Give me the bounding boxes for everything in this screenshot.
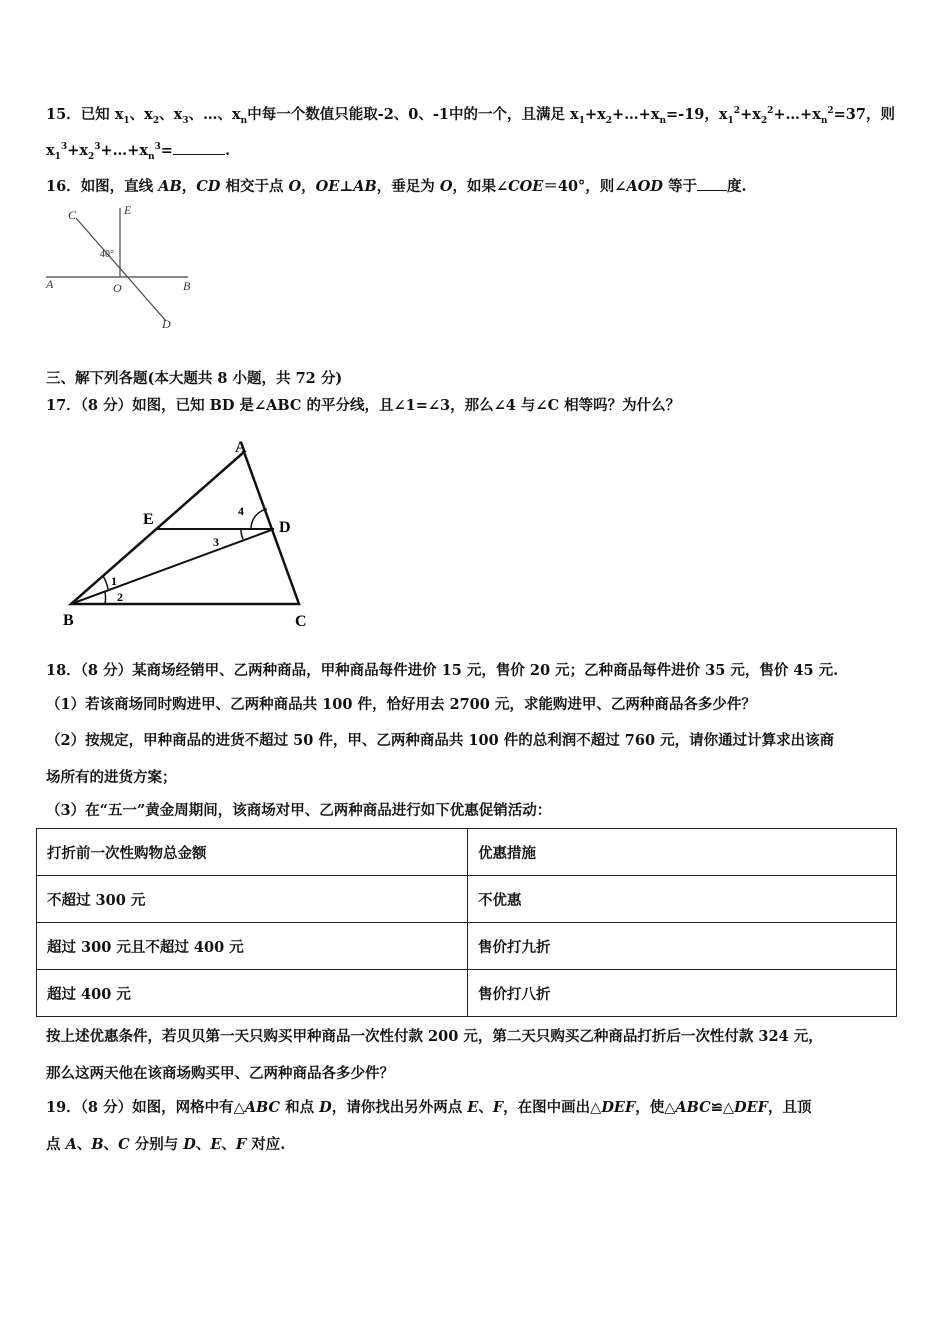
q16-text: 16．如图，直线 AB，CD 相交于点 O，OE⊥AB，垂足为 O，如果∠COE＝40°，则∠AOD 等于 度. bbox=[46, 178, 747, 195]
angle-arc-1 bbox=[103, 576, 108, 589]
q18-part1: （1）若该商场同时购进甲、乙两种商品共 100 件，恰好用去 2700 元，求能购进甲、乙两种商品各多少件？ bbox=[46, 696, 756, 713]
discount-table bbox=[36, 828, 897, 1017]
q17-text: 17．（8 分）如图，已知 BD 是∠ABC 的平分线，且∠1=∠3，那么∠4 与∠C 相等吗？为什么？ bbox=[46, 397, 681, 414]
q18-after-line2: 那么这两天他在该商场购买甲、乙两种商品各多少件？ bbox=[46, 1065, 394, 1082]
q19-line2: 点 A、B、C 分别与 D、E、F 对应. bbox=[46, 1136, 286, 1153]
table-cell: 售价打八折 bbox=[468, 970, 897, 1017]
label-d: D bbox=[162, 317, 171, 331]
table-row bbox=[37, 923, 897, 970]
label-e: E bbox=[124, 203, 132, 217]
answer-blank[interactable] bbox=[697, 178, 727, 191]
table-cell: 优惠措施 bbox=[468, 829, 897, 876]
label-e: E bbox=[143, 511, 154, 528]
label-o: O bbox=[113, 281, 122, 295]
table-cell: 不超过 300 元 bbox=[37, 876, 468, 923]
segment-bd bbox=[71, 529, 274, 604]
answer-blank[interactable] bbox=[173, 142, 225, 155]
label-d: D bbox=[279, 519, 291, 536]
line-cd bbox=[76, 218, 166, 321]
q15-line2: $x_1^3+x_2^3+\dots+x_n^3=$ . bbox=[46, 142, 230, 162]
q18-part3: （3）在“五一”黄金周期间，该商场对甲、乙两种商品进行如下优惠促销活动： bbox=[46, 802, 552, 819]
label-a: A bbox=[46, 277, 54, 291]
q18-intro: 18．（8 分）某商场经销甲、乙两种商品，甲种商品每件进价 15 元，售价 20 元；乙种商品每件进价 35 元，售价 45 元. bbox=[46, 662, 839, 679]
table-cell: 超过 400 元 bbox=[37, 970, 468, 1017]
q19-line1: 19．（8 分）如图，网格中有△ABC 和点 D，请你找出另外两点 E、F，在图中画出△DEF，使△ABC≌△DEF，且顶 bbox=[46, 1099, 812, 1116]
table-row bbox=[37, 829, 897, 876]
table-cell: 售价打九折 bbox=[468, 923, 897, 970]
label-angle-1: 1 bbox=[111, 574, 117, 588]
q17-figure bbox=[55, 435, 325, 635]
q16-figure bbox=[38, 200, 208, 335]
label-b: B bbox=[183, 279, 191, 293]
label-b: B bbox=[63, 612, 74, 629]
label-angle-2: 2 bbox=[117, 590, 123, 604]
q18-part2-line2: 场所有的进货方案； bbox=[46, 769, 177, 786]
label-c: C bbox=[68, 208, 77, 222]
q18-part2-line1: （2）按规定，甲种商品的进货不超过 50 件，甲、乙两种商品共 100 件的总利润不超过 760 元，请你通过计算求出该商 bbox=[46, 732, 835, 749]
q15-line1: 15．已知 $x_1$、$x_2$、$x_3$、…、$x_n$中每一个数值只能取-2、0、-1中的一个，且满足 $x_1+x_2+\dots+x_n=-19$，$x_1^2+x_2^2+\dots+x_n^2=37$，则 bbox=[46, 106, 895, 126]
angle-arc-2 bbox=[105, 592, 106, 604]
table-row bbox=[37, 970, 897, 1017]
label-a: A bbox=[235, 439, 247, 456]
section-heading: 三、解下列各题(本大题共 8 小题，共 72 分) bbox=[46, 370, 343, 387]
q18-after-line1: 按上述优惠条件，若贝贝第一天只购买甲种商品一次性付款 200 元，第二天只购买乙种商品打折后一次性付款 324 元， bbox=[46, 1028, 823, 1045]
table-cell: 超过 300 元且不超过 400 元 bbox=[37, 923, 468, 970]
angle-arc-3 bbox=[241, 529, 243, 539]
label-angle: 40° bbox=[100, 249, 114, 260]
table-cell: 打折前一次性购物总金额 bbox=[37, 829, 468, 876]
table-row bbox=[37, 876, 897, 923]
table-cell: 不优惠 bbox=[468, 876, 897, 923]
label-angle-4: 4 bbox=[238, 504, 244, 518]
label-c: C bbox=[295, 613, 307, 630]
label-angle-3: 3 bbox=[213, 535, 219, 549]
